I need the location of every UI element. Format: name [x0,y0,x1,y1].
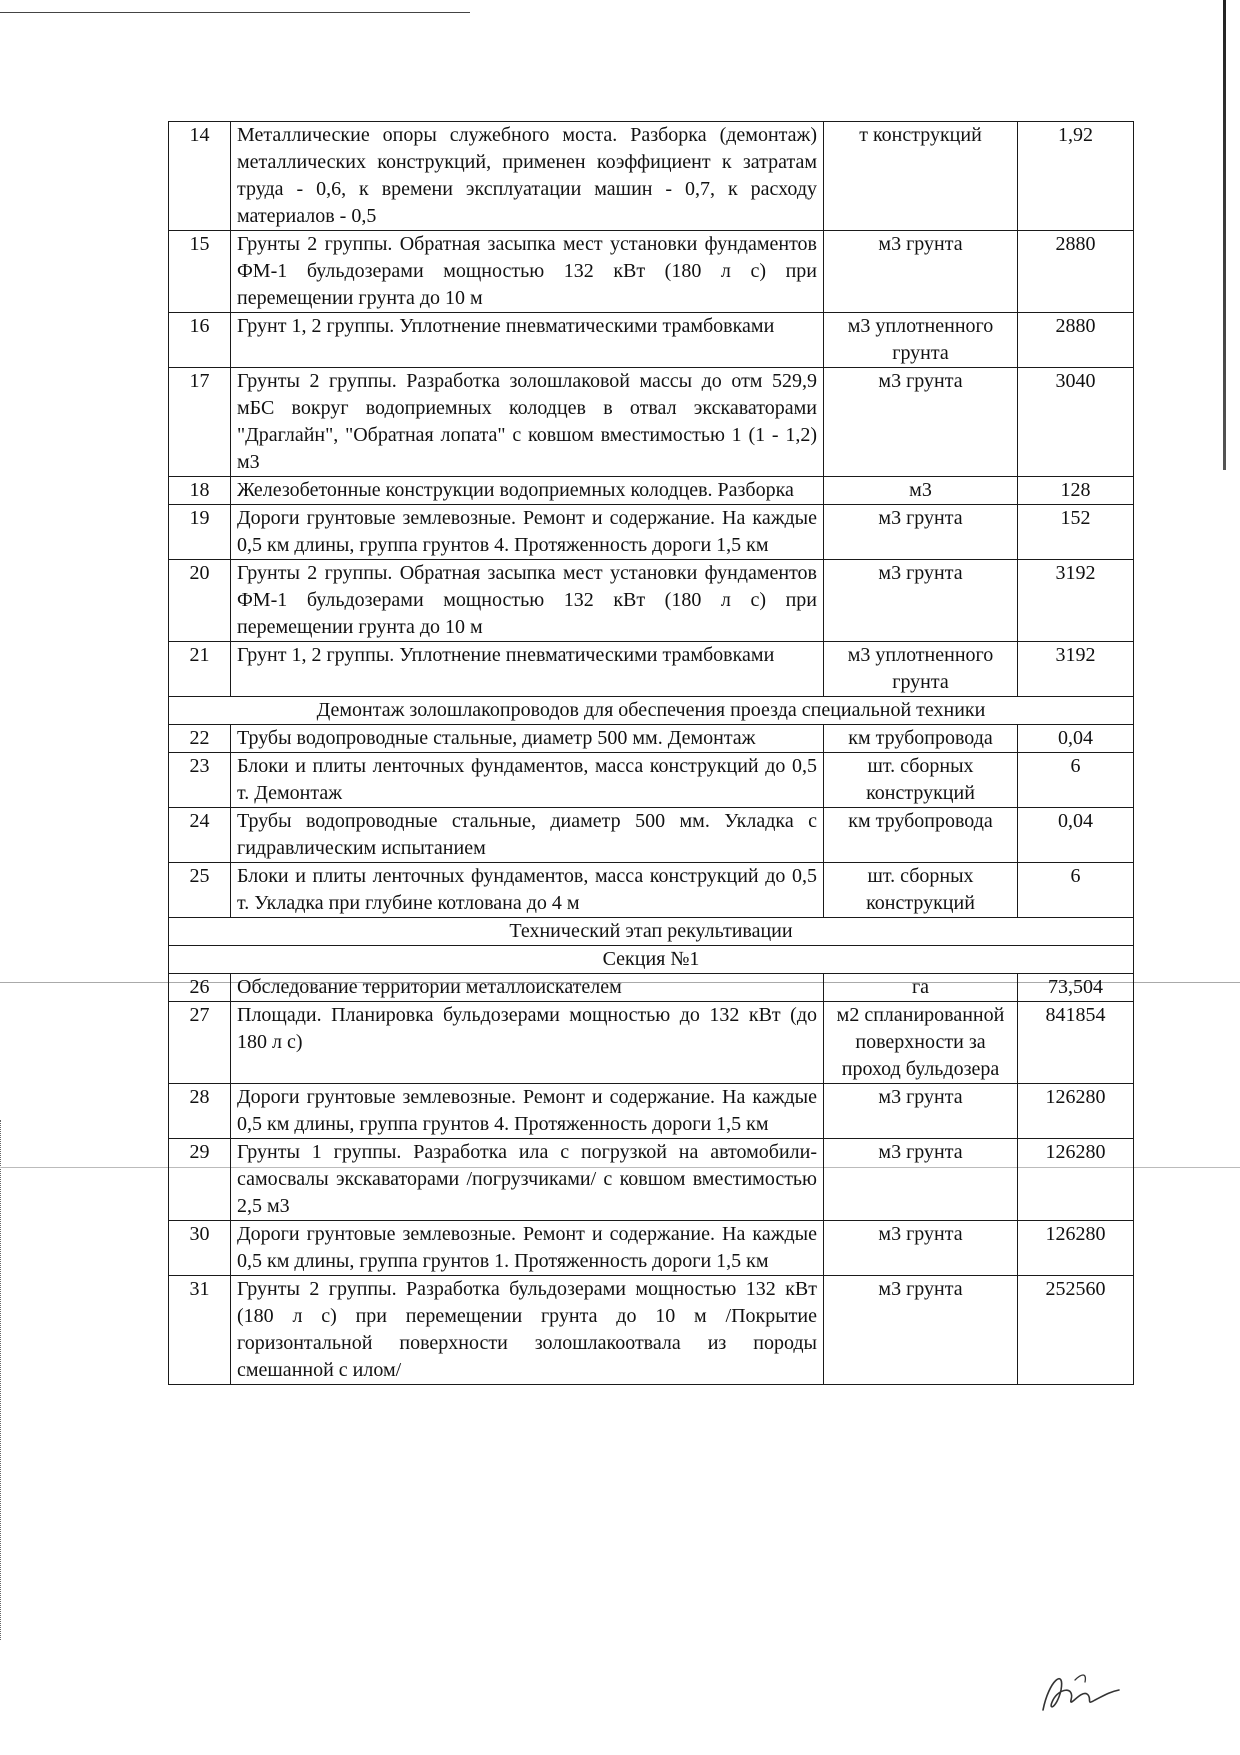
table-row [169,313,1134,368]
unit-of-measure: м3 грунта [824,1139,1018,1221]
quantity: 73,504 [1018,974,1134,1002]
work-description: Грунты 2 группы. Разработка золошлаковой массы до отм 529,9 мБС вокруг водоприемных колодцев в отвал экскаваторами "Драглайн", "Обратная лопата" с ковшом вместимостью 1 (1 - 1,2) м3 [231,368,824,477]
row-number: 25 [169,863,231,918]
unit-of-measure: м3 уплотненного грунта [824,313,1018,368]
table-row [169,753,1134,808]
quantity: 252560 [1018,1276,1134,1385]
section-header-row [169,697,1134,725]
quantity: 3192 [1018,560,1134,642]
scan-artifact-right-edge [1223,0,1226,470]
row-number: 17 [169,368,231,477]
quantity: 2880 [1018,313,1134,368]
quantity: 1,92 [1018,122,1134,231]
work-description: Блоки и плиты ленточных фундаментов, масса конструкций до 0,5 т. Укладка при глубине котлована до 4 м [231,863,824,918]
unit-of-measure: м3 грунта [824,505,1018,560]
table-row [169,505,1134,560]
quantity: 6 [1018,753,1134,808]
row-number: 18 [169,477,231,505]
unit-of-measure: м3 грунта [824,368,1018,477]
work-description: Грунты 2 группы. Обратная засыпка мест установки фундаментов ФМ-1 бульдозерами мощностью 132 кВт (180 л с) при перемещении грунта до 10 м [231,560,824,642]
quantity: 0,04 [1018,808,1134,863]
unit-of-measure: м3 грунта [824,1221,1018,1276]
table-row [169,1276,1134,1385]
unit-of-measure: км трубопровода [824,808,1018,863]
unit-of-measure: шт. сборных конструкций [824,863,1018,918]
works-table [168,121,1134,1385]
scan-artifact-left-edge [0,1120,15,1640]
quantity: 3040 [1018,368,1134,477]
table-row [169,560,1134,642]
scan-artifact-top-line [0,12,470,13]
work-description: Блоки и плиты ленточных фундаментов, масса конструкций до 0,5 т. Демонтаж [231,753,824,808]
quantity: 6 [1018,863,1134,918]
work-description: Грунт 1, 2 группы. Уплотнение пневматическими трамбовками [231,313,824,368]
work-description: Дороги грунтовые землевозные. Ремонт и содержание. На каждые 0,5 км длины, группа грунтов 4. Протяженность дороги 1,5 км [231,505,824,560]
unit-of-measure: м3 уплотненного грунта [824,642,1018,697]
work-description: Обследование территории металлоискателем [231,974,824,1002]
row-number: 24 [169,808,231,863]
quantity: 126280 [1018,1139,1134,1221]
section-title: Секция №1 [169,946,1134,974]
quantity: 3192 [1018,642,1134,697]
unit-of-measure: шт. сборных конструкций [824,753,1018,808]
work-description: Грунт 1, 2 группы. Уплотнение пневматическими трамбовками [231,642,824,697]
table-row [169,974,1134,1002]
unit-of-measure: м3 грунта [824,231,1018,313]
unit-of-measure: т конструкций [824,122,1018,231]
work-description: Грунты 1 группы. Разработка ила с погрузкой на автомобили-самосвалы экскаваторами /погрузчиками/ с ковшом вместимостью 2,5 м3 [231,1139,824,1221]
work-description: Грунты 2 группы. Обратная засыпка мест установки фундаментов ФМ-1 бульдозерами мощностью 132 кВт (180 л с) при перемещении грунта до 10 м [231,231,824,313]
row-number: 19 [169,505,231,560]
row-number: 16 [169,313,231,368]
row-number: 14 [169,122,231,231]
row-number: 15 [169,231,231,313]
work-description: Грунты 2 группы. Разработка бульдозерами мощностью 132 кВт (180 л с) при перемещении грунта до 10 м /Покрытие горизонтальной поверхности золошлакоотвала из породы смешанной с илом/ [231,1276,824,1385]
section-header-row [169,946,1134,974]
row-number: 30 [169,1221,231,1276]
work-description: Дороги грунтовые землевозные. Ремонт и содержание. На каждые 0,5 км длины, группа грунтов 4. Протяженность дороги 1,5 км [231,1084,824,1139]
quantity: 0,04 [1018,725,1134,753]
section-title: Демонтаж золошлакопроводов для обеспечения проезда специальной техники [169,697,1134,725]
work-description: Трубы водопроводные стальные, диаметр 500 мм. Укладка с гидравлическим испытанием [231,808,824,863]
quantity: 841854 [1018,1002,1134,1084]
work-description: Металлические опоры служебного моста. Разборка (демонтаж) металлических конструкций, применен коэффициент к затратам труда - 0,6, к времени эксплуатации машин - 0,7, к расходу материалов - 0,5 [231,122,824,231]
row-number: 28 [169,1084,231,1139]
table-row [169,863,1134,918]
unit-of-measure: м3 [824,477,1018,505]
work-description: Трубы водопроводные стальные, диаметр 500 мм. Демонтаж [231,725,824,753]
quantity: 126280 [1018,1221,1134,1276]
row-number: 23 [169,753,231,808]
row-number: 21 [169,642,231,697]
section-header-row [169,918,1134,946]
work-description: Площади. Планировка бульдозерами мощностью до 132 кВт (до 180 л с) [231,1002,824,1084]
table-row [169,1084,1134,1139]
quantity: 128 [1018,477,1134,505]
row-number: 22 [169,725,231,753]
unit-of-measure: м2 спланированной поверхности за проход бульдозера [824,1002,1018,1084]
table-row [169,725,1134,753]
table-row [169,808,1134,863]
table-row [169,477,1134,505]
table-row [169,642,1134,697]
table-row [169,1139,1134,1221]
section-title: Технический этап рекультивации [169,918,1134,946]
quantity: 126280 [1018,1084,1134,1139]
unit-of-measure: м3 грунта [824,1276,1018,1385]
table-row [169,231,1134,313]
quantity: 2880 [1018,231,1134,313]
row-number: 26 [169,974,231,1002]
works-table-body [169,122,1134,1385]
quantity: 152 [1018,505,1134,560]
work-description: Железобетонные конструкции водоприемных колодцев. Разборка [231,477,824,505]
unit-of-measure: м3 грунта [824,1084,1018,1139]
unit-of-measure: га [824,974,1018,1002]
handwritten-signature-icon [1035,1660,1125,1720]
row-number: 27 [169,1002,231,1084]
unit-of-measure: м3 грунта [824,560,1018,642]
work-description: Дороги грунтовые землевозные. Ремонт и содержание. На каждые 0,5 км длины, группа грунтов 1. Протяженность дороги 1,5 км [231,1221,824,1276]
table-row [169,122,1134,231]
row-number: 20 [169,560,231,642]
table-row [169,1002,1134,1084]
row-number: 31 [169,1276,231,1385]
table-row [169,1221,1134,1276]
unit-of-measure: км трубопровода [824,725,1018,753]
table-row [169,368,1134,477]
row-number: 29 [169,1139,231,1221]
